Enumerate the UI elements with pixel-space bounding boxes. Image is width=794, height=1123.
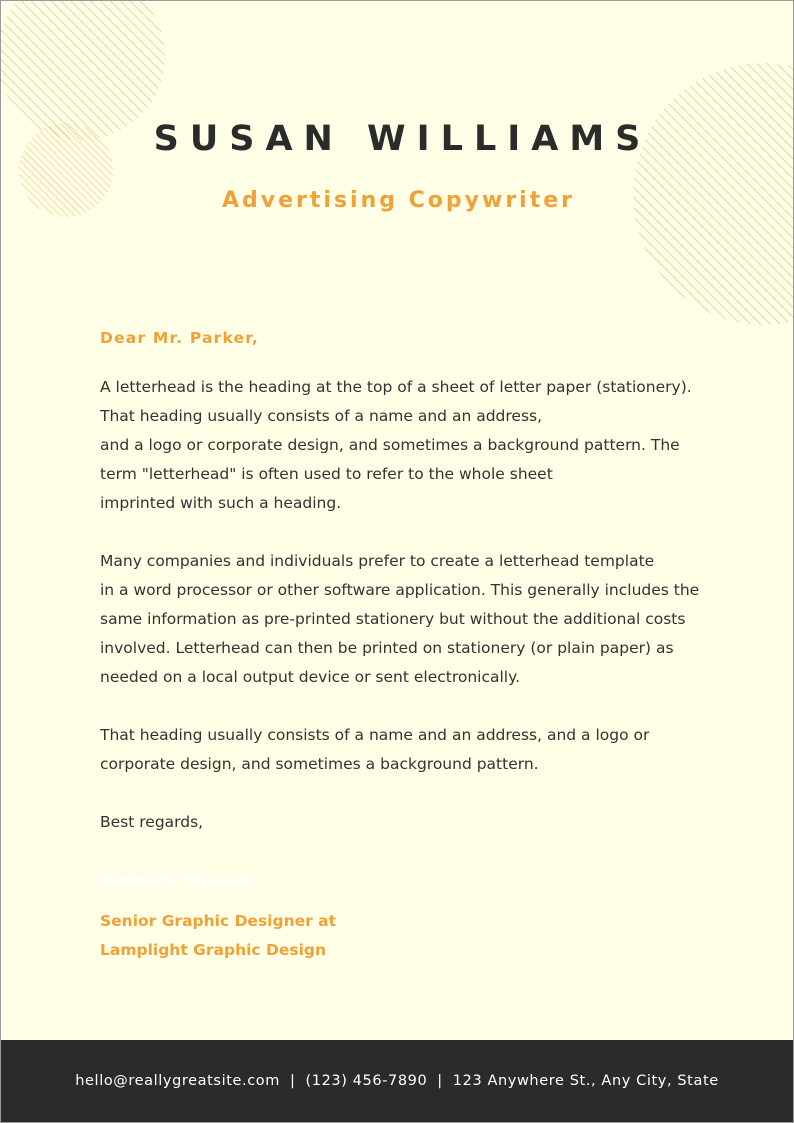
- signer-name: Kimberly Nguyen: [100, 871, 251, 889]
- footer-phone: (123) 456-7890: [305, 1073, 428, 1089]
- signer-title: [100, 907, 700, 965]
- contact-footer: [1, 1040, 793, 1122]
- paragraph-3: [100, 721, 700, 779]
- signer-title-line: Lamplight Graphic Design: [100, 941, 327, 959]
- paragraph-line: That heading usually consists of a name and an address,: [100, 407, 543, 425]
- paragraph-line: A letterhead is the heading at the top of a sheet of letter paper (stationery).: [100, 378, 692, 396]
- paragraph-line: in a word processor or other software application. This generally includes the: [100, 581, 700, 599]
- salutation: Dear Mr. Parker,: [100, 329, 259, 347]
- paragraph-line: Many companies and individuals prefer to create a letterhead template: [100, 552, 655, 570]
- sender-name: SUSAN WILLIAMS: [153, 119, 652, 159]
- paragraph-line: and a logo or corporate design, and sometimes a background pattern. The: [100, 436, 680, 454]
- paragraph-line: That heading usually consists of a name and an address, and a logo or: [100, 726, 650, 744]
- footer-address: 123 Anywhere St., Any City, State: [452, 1073, 719, 1089]
- closing: Best regards,: [100, 813, 204, 831]
- sender-job-title: Advertising Copywriter: [222, 188, 575, 213]
- paragraph-line: involved. Letterhead can then be printed on stationery (or plain paper) as: [100, 639, 674, 657]
- paragraph-line: term "letterhead" is often used to refer to the whole sheet: [100, 465, 553, 483]
- letter-body: [100, 327, 700, 965]
- paragraph-2: [100, 547, 700, 692]
- footer-separator: |: [437, 1073, 443, 1089]
- paragraph-1: [100, 373, 700, 518]
- paragraph-line: imprinted with such a heading.: [100, 494, 342, 512]
- paragraph-line: same information as pre-printed stationery but without the additional costs: [100, 610, 686, 628]
- footer-separator: |: [289, 1073, 296, 1089]
- footer-email: hello@reallygreatsite.com: [75, 1073, 280, 1089]
- signer-title-line: Senior Graphic Designer at: [100, 912, 337, 930]
- paragraph-line: needed on a local output device or sent electronically.: [100, 668, 520, 686]
- paragraph-line: corporate design, and sometimes a background pattern.: [100, 755, 539, 773]
